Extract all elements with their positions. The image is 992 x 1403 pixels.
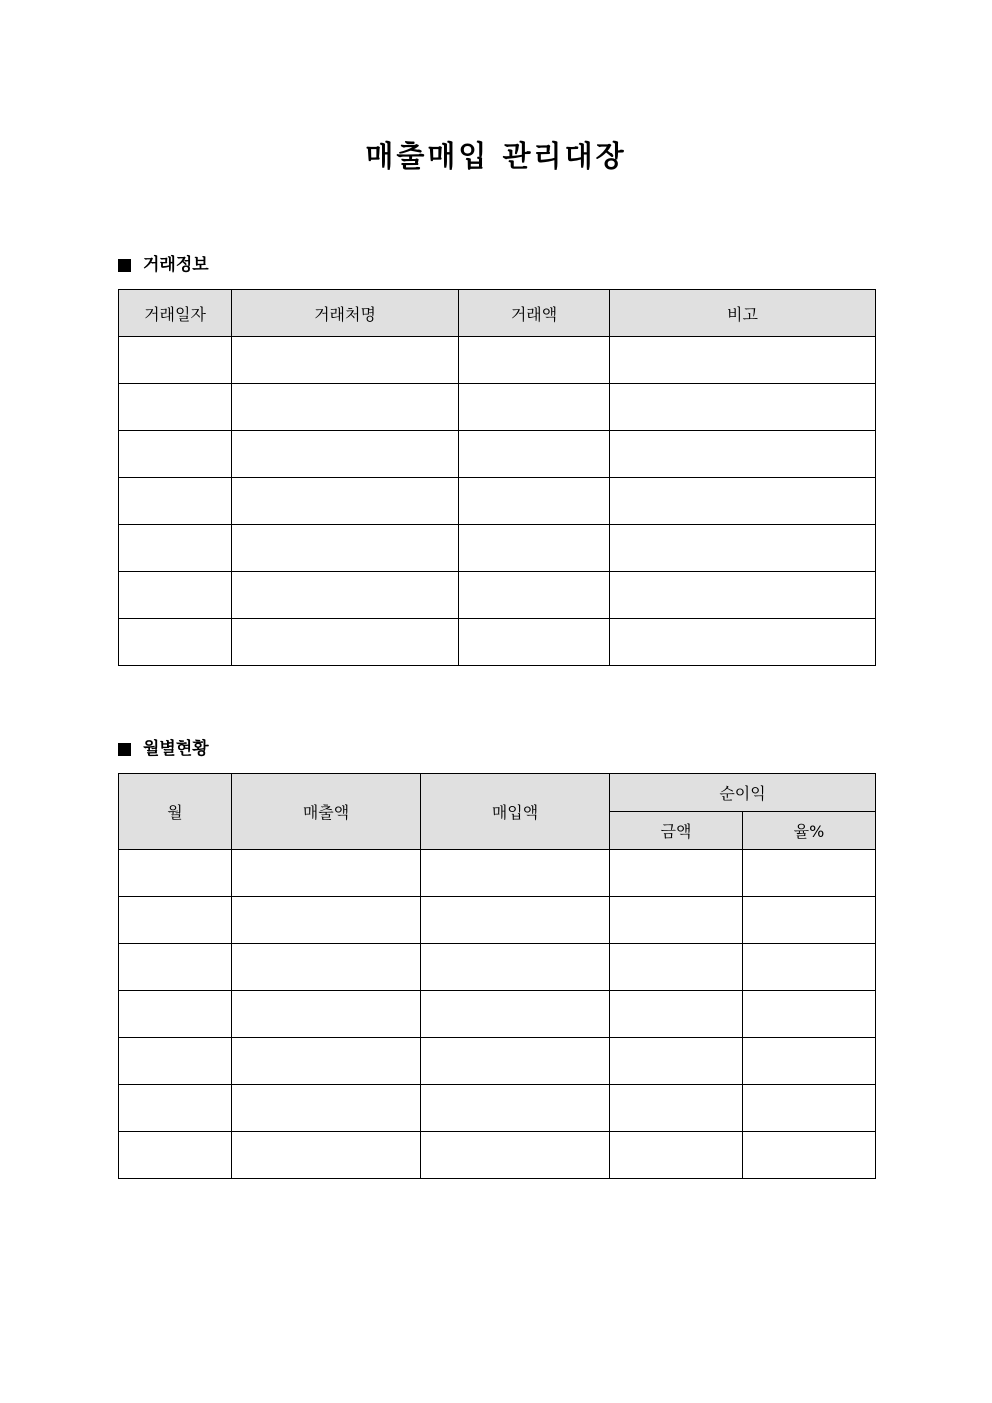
- table-cell[interactable]: [119, 572, 232, 619]
- square-bullet-icon: [118, 259, 131, 272]
- table-cell[interactable]: [610, 478, 876, 525]
- table-cell[interactable]: [232, 431, 459, 478]
- table-cell[interactable]: [232, 384, 459, 431]
- table-cell[interactable]: [610, 431, 876, 478]
- table-cell[interactable]: [421, 850, 610, 897]
- header-trade-amount: 거래액: [459, 290, 610, 337]
- table-cell[interactable]: [743, 1038, 876, 1085]
- table-row: [119, 384, 876, 431]
- table-cell[interactable]: [610, 337, 876, 384]
- table-cell[interactable]: [119, 1038, 232, 1085]
- table-row: [119, 991, 876, 1038]
- table-cell[interactable]: [421, 991, 610, 1038]
- table-cell[interactable]: [119, 944, 232, 991]
- table-cell[interactable]: [459, 478, 610, 525]
- table-cell[interactable]: [232, 1038, 421, 1085]
- table-cell[interactable]: [743, 850, 876, 897]
- table-row: [119, 1132, 876, 1179]
- header-trade-date: 거래일자: [119, 290, 232, 337]
- table-cell[interactable]: [421, 1132, 610, 1179]
- table-cell[interactable]: [610, 619, 876, 666]
- table-cell[interactable]: [119, 897, 232, 944]
- table-cell[interactable]: [459, 572, 610, 619]
- table-cell[interactable]: [232, 897, 421, 944]
- table-row: [119, 478, 876, 525]
- table-cell[interactable]: [119, 1085, 232, 1132]
- table-row: [119, 897, 876, 944]
- table-cell[interactable]: [459, 619, 610, 666]
- table-cell[interactable]: [119, 991, 232, 1038]
- table-cell[interactable]: [610, 525, 876, 572]
- table-cell[interactable]: [610, 1038, 743, 1085]
- header-month: 월: [119, 774, 232, 850]
- table-cell[interactable]: [232, 478, 459, 525]
- table-row: [119, 1085, 876, 1132]
- table-cell[interactable]: [232, 850, 421, 897]
- section-heading-trade-info: [118, 253, 209, 277]
- table-cell[interactable]: [232, 944, 421, 991]
- table-cell[interactable]: [119, 525, 232, 572]
- section-heading-monthly-status: [118, 737, 209, 761]
- table-cell[interactable]: [119, 478, 232, 525]
- table-cell[interactable]: [421, 897, 610, 944]
- page-title: 매출매입 관리대장: [365, 139, 627, 173]
- table-cell[interactable]: [743, 897, 876, 944]
- table-header-row: [119, 290, 876, 337]
- section-heading-label: 월별현황: [143, 739, 209, 759]
- table-cell[interactable]: [232, 525, 459, 572]
- header-remarks: 비고: [610, 290, 876, 337]
- table-cell[interactable]: [743, 1132, 876, 1179]
- table-cell[interactable]: [232, 572, 459, 619]
- table-cell[interactable]: [610, 850, 743, 897]
- monthly-status-table: [118, 773, 876, 1179]
- header-profit-rate: 율%: [743, 812, 876, 850]
- square-bullet-icon: [118, 743, 131, 756]
- header-net-profit: 순이익: [610, 774, 876, 812]
- table-row: [119, 431, 876, 478]
- table-cell[interactable]: [743, 991, 876, 1038]
- table-cell[interactable]: [610, 572, 876, 619]
- table-row: [119, 1038, 876, 1085]
- table-row: [119, 850, 876, 897]
- header-client-name: 거래처명: [232, 290, 459, 337]
- section-heading-label: 거래정보: [143, 255, 209, 275]
- table-cell[interactable]: [119, 850, 232, 897]
- table-cell[interactable]: [119, 619, 232, 666]
- table-cell[interactable]: [232, 991, 421, 1038]
- table-cell[interactable]: [421, 944, 610, 991]
- table-cell[interactable]: [610, 1132, 743, 1179]
- table-row: [119, 525, 876, 572]
- table-cell[interactable]: [459, 384, 610, 431]
- trade-info-table: [118, 289, 876, 666]
- table-cell[interactable]: [610, 944, 743, 991]
- table-cell[interactable]: [610, 991, 743, 1038]
- table-row: [119, 619, 876, 666]
- table-cell[interactable]: [459, 525, 610, 572]
- table-cell[interactable]: [119, 431, 232, 478]
- table-cell[interactable]: [232, 337, 459, 384]
- header-purchase-amount: 매입액: [421, 774, 610, 850]
- table-cell[interactable]: [232, 619, 459, 666]
- table-cell[interactable]: [119, 337, 232, 384]
- header-profit-amount: 금액: [610, 812, 743, 850]
- table-cell[interactable]: [232, 1132, 421, 1179]
- table-cell[interactable]: [421, 1038, 610, 1085]
- table-cell[interactable]: [610, 384, 876, 431]
- table-cell[interactable]: [610, 897, 743, 944]
- table-row: [119, 944, 876, 991]
- table-cell[interactable]: [459, 431, 610, 478]
- table-header-row: [119, 774, 876, 812]
- table-cell[interactable]: [232, 1085, 421, 1132]
- table-cell[interactable]: [743, 1085, 876, 1132]
- table-row: [119, 572, 876, 619]
- table-cell[interactable]: [743, 944, 876, 991]
- table-row: [119, 337, 876, 384]
- table-cell[interactable]: [119, 384, 232, 431]
- table-cell[interactable]: [610, 1085, 743, 1132]
- table-cell[interactable]: [459, 337, 610, 384]
- header-sales-amount: 매출액: [232, 774, 421, 850]
- table-cell[interactable]: [119, 1132, 232, 1179]
- table-cell[interactable]: [421, 1085, 610, 1132]
